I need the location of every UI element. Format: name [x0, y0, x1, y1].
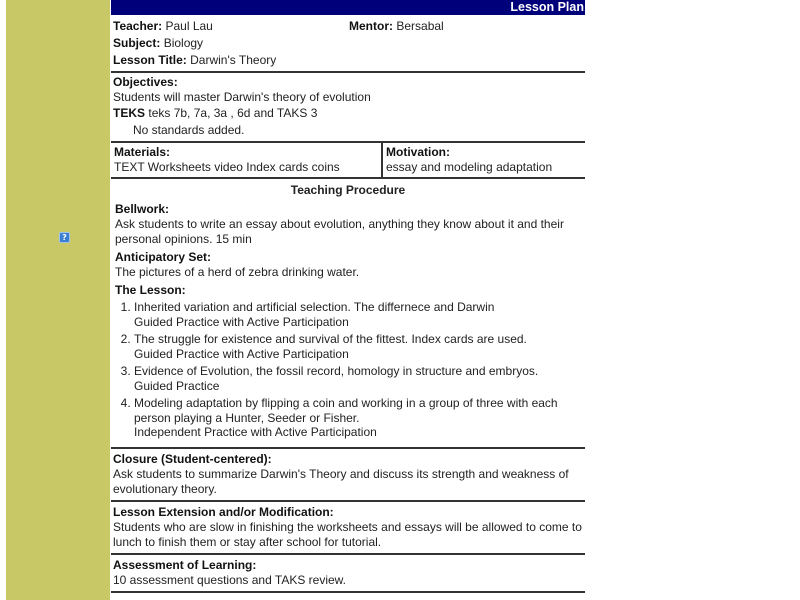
closure-section: [111, 449, 585, 502]
assessment-section: [111, 555, 585, 593]
objectives-text: Students will master Darwin's theory of evolution: [113, 90, 371, 104]
subject-value: Biology: [163, 36, 204, 50]
mentor-value: Bersabal: [396, 19, 444, 33]
teaching-procedure-title: Teaching Procedure: [290, 183, 406, 197]
teacher-field: [113, 17, 349, 35]
materials-motivation-row: [111, 143, 585, 179]
materials-cell: [111, 143, 383, 177]
lesson-title-value: Darwin's Theory: [190, 53, 277, 67]
anticipatory-set-label: Anticipatory Set:: [115, 250, 212, 264]
mentor-field: [349, 17, 444, 35]
info-section: [111, 15, 585, 73]
lesson-step: 3. Evidence of Evolution, the fossil record, homology in structure and embryos. Guided Practice: [134, 364, 581, 393]
bellwork-text: Ask students to write an essay about evolution, anything they know about it and their personal opinions. 15 min: [115, 217, 564, 246]
lesson-step: 4. Modeling adaptation by flipping a coin and working in a group of three with each person playing a Hunter, Seeder or Fisher. Independent Practice with Active Participation: [134, 396, 581, 440]
lesson-title-label: Lesson Title:: [113, 53, 187, 67]
materials-text: TEXT Worksheets video Index cards coins: [114, 160, 340, 174]
anticipatory-set-text: The pictures of a herd of zebra drinking water.: [115, 265, 360, 279]
materials-label: Materials:: [114, 145, 171, 159]
teks-value: teks 7b, 7a, 3a , 6d and TAKS 3: [148, 106, 318, 120]
header-bar: [111, 0, 585, 15]
teacher-value: Paul Lau: [165, 19, 213, 33]
motivation-text: essay and modeling adaptation: [386, 160, 553, 174]
header-title: Lesson Plan: [510, 0, 584, 14]
objectives-section: [111, 73, 585, 143]
teaching-procedure-section: [111, 179, 585, 449]
teacher-label: Teacher:: [113, 19, 163, 33]
assessment-label: Assessment of Learning:: [113, 557, 257, 572]
lesson-steps-list: [115, 300, 581, 440]
sidebar: [6, 0, 110, 600]
motivation-cell: [383, 143, 555, 177]
standards-text: No standards added.: [133, 123, 245, 137]
bellwork-label: Bellwork:: [115, 202, 170, 216]
lesson-title-field: [113, 52, 583, 69]
help-icon[interactable]: ?: [59, 232, 70, 243]
lesson-step: 2. The struggle for existence and survival of the fittest. Index cards are used. Guided Practice with Active Participation: [134, 332, 581, 361]
extension-text: Students who are slow in finishing the worksheets and essays will be allowed to come to lunch to finish them or stay after school for tutorial.: [113, 519, 582, 549]
objectives-label: Objectives:: [113, 75, 178, 89]
assessment-text: 10 assessment questions and TAKS review.: [113, 572, 347, 587]
subject-field: [113, 35, 583, 52]
subject-label: Subject:: [113, 36, 161, 50]
closure-text: Ask students to summarize Darwin's Theory and discuss its strength and weakness of evolutionary theory.: [113, 466, 569, 496]
teks-field: [113, 105, 583, 122]
lesson-step: 1. Inherited variation and artificial selection. The differnece and Darwin Guided Practice with Active Participation: [134, 300, 581, 329]
closure-label: Closure (Student-centered):: [113, 451, 272, 466]
mentor-label: Mentor:: [349, 19, 393, 33]
teks-label: TEKS: [113, 106, 146, 120]
motivation-label: Motivation:: [386, 145, 450, 159]
extension-label: Lesson Extension and/or Modification:: [113, 504, 334, 519]
lesson-plan: [111, 0, 585, 593]
extension-section: [111, 502, 585, 555]
the-lesson-label: The Lesson:: [115, 283, 186, 297]
